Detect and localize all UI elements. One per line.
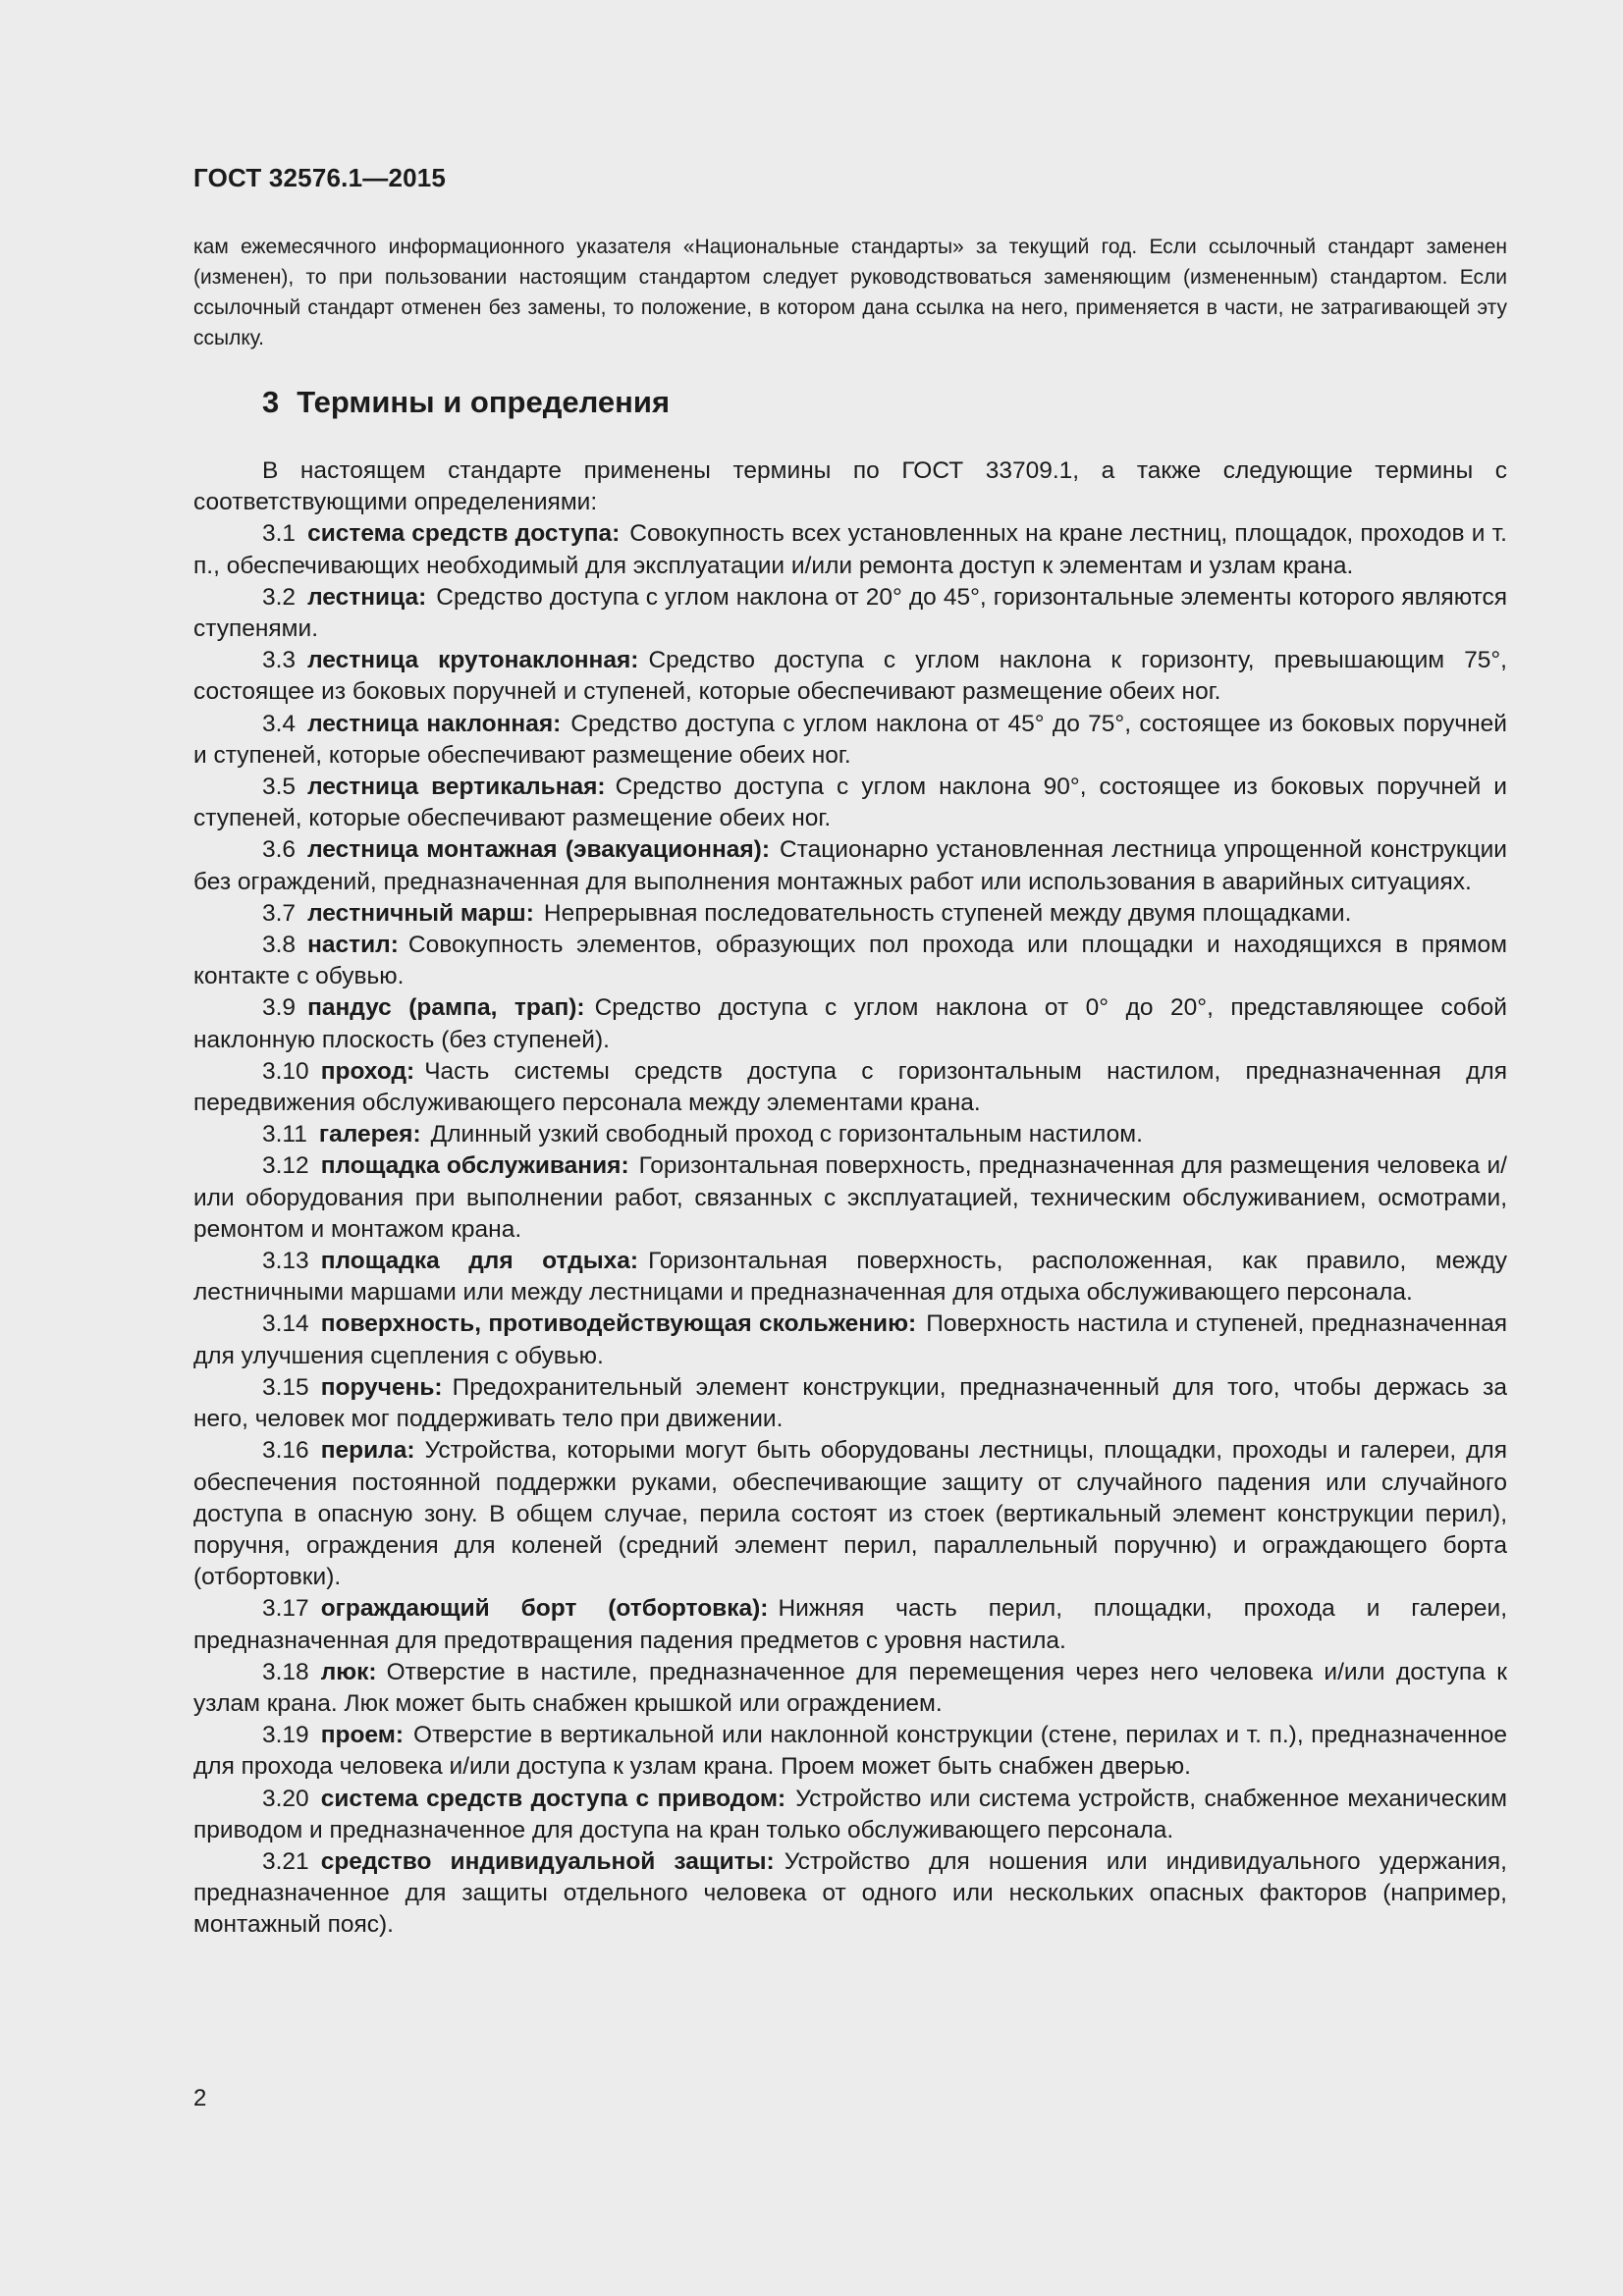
term-number: 3.2 bbox=[262, 583, 297, 611]
term-number: 3.16 bbox=[262, 1437, 309, 1465]
term-name: лестничный марш: bbox=[307, 899, 534, 927]
term-name: галерея: bbox=[318, 1121, 421, 1148]
term-number: 3.18 bbox=[262, 1658, 309, 1685]
term-entry bbox=[193, 992, 1507, 1055]
term-number: 3.10 bbox=[262, 1057, 309, 1085]
term-entry bbox=[193, 1372, 1507, 1435]
term-definition: Предохранительный элемент конструкции, предназначенный для того, чтобы держась за него, человек мог поддерживать тело при движении. bbox=[193, 1373, 1507, 1433]
term-name: лестница наклонная: bbox=[307, 710, 562, 737]
term-number: 3.6 bbox=[262, 836, 297, 864]
term-number: 3.20 bbox=[262, 1785, 309, 1812]
term-name: ограждающий борт (отбортовка): bbox=[320, 1595, 769, 1623]
term-name: поручень: bbox=[320, 1373, 443, 1401]
term-definition: Совокупность всех установленных на кране лестниц, площадок, проходов и т. п., обеспечивающих необходимый для эксплуатации и/или ремонта доступ к элементам и узлам крана. bbox=[193, 520, 1507, 579]
term-definition: Средство доступа с углом наклона от 0° до 20°, представляющее собой наклонную плоскость (без ступеней). bbox=[193, 994, 1507, 1053]
term-number: 3.17 bbox=[262, 1595, 309, 1623]
term-definition: Горизонтальная поверхность, расположенная, как правило, между лестничными маршами или между лестницами и предназначенная для отдыха обслуживающего персонала. bbox=[193, 1248, 1507, 1307]
term-number: 3.7 bbox=[262, 899, 297, 927]
term-name: система средств доступа с приводом: bbox=[320, 1785, 786, 1812]
term-entry bbox=[193, 1435, 1507, 1593]
term-name: средство индивидуальной защиты: bbox=[320, 1847, 775, 1875]
section-title: Термины и определения bbox=[297, 385, 671, 419]
term-number: 3.15 bbox=[262, 1373, 309, 1401]
term-number: 3.12 bbox=[262, 1152, 309, 1180]
term-entry bbox=[193, 1150, 1507, 1246]
term-definition: Горизонтальная поверхность, предназначенная для размещения человека и/или оборудования при выполнении работ, связанных с эксплуатацией, техническим обслуживанием, осмотрами, ремонтом и монтажом крана. bbox=[193, 1152, 1507, 1243]
term-entry bbox=[193, 1119, 1507, 1150]
page-number: 2 bbox=[193, 2085, 207, 2111]
term-definition: Нижняя часть перил, площадки, прохода и галереи, предназначенная для предотвращения падения предметов с уровня настила. bbox=[193, 1595, 1507, 1654]
term-number: 3.13 bbox=[262, 1248, 309, 1275]
term-entry bbox=[193, 645, 1507, 708]
term-number: 3.3 bbox=[262, 647, 297, 674]
term-number: 3.21 bbox=[262, 1847, 309, 1875]
term-number: 3.11 bbox=[262, 1121, 307, 1148]
term-number: 3.4 bbox=[262, 710, 297, 737]
term-entry bbox=[193, 834, 1507, 897]
term-entry bbox=[193, 772, 1507, 834]
intro-paragraph: кам ежемесячного информационного указателя «Национальные стандарты» за текущий год. Если ссылочный стандарт заменен (изменен), то при пользовании настоящим стандартом следует руководствоваться заменяющим (измененным) стандартом. Если ссылочный стандарт отменен без замены, то положение, в котором дана ссылка на него, применяется в части, не затрагивающей эту ссылку. bbox=[193, 236, 1507, 349]
term-definition: Средство доступа с углом наклона к горизонту, превышающим 75°, состоящее из боковых поручней и ступеней, которые обеспечивают размещение обеих ног. bbox=[193, 647, 1507, 706]
term-definition: Стационарно установленная лестница упрощенной конструкции без ограждений, предназначенная для выполнения монтажных работ или использования в аварийных ситуациях. bbox=[193, 836, 1507, 895]
term-definition: Отверстие в вертикальной или наклонной конструкции (стене, перилах и т. п.), предназначенное для прохода человека и/или доступа к узлам крана. Проем может быть снабжен дверью. bbox=[193, 1722, 1507, 1781]
term-number: 3.9 bbox=[262, 994, 297, 1022]
term-entry bbox=[193, 709, 1507, 772]
term-name: проем: bbox=[320, 1722, 405, 1749]
term-name: настил: bbox=[307, 932, 399, 959]
terms-body bbox=[193, 455, 1507, 1942]
term-name: лестница: bbox=[307, 583, 427, 611]
term-entry bbox=[193, 1657, 1507, 1720]
term-entry bbox=[193, 582, 1507, 645]
term-definition: Непрерывная последовательность ступеней между двумя площадками. bbox=[543, 899, 1352, 927]
term-entry bbox=[193, 1246, 1507, 1308]
term-entry bbox=[193, 898, 1507, 930]
term-number: 3.5 bbox=[262, 774, 297, 801]
term-number: 3.19 bbox=[262, 1722, 309, 1749]
term-name: площадка для отдыха: bbox=[320, 1248, 639, 1275]
term-name: пандус (рампа, трап): bbox=[307, 994, 585, 1022]
term-definition: Совокупность элементов, образующих пол прохода или площадки и находящихся в прямом контакте с обувью. bbox=[193, 932, 1507, 990]
term-name: площадка обслуживания: bbox=[320, 1152, 629, 1180]
term-number: 3.1 bbox=[262, 520, 297, 548]
term-entry bbox=[193, 1308, 1507, 1371]
term-definition: Устройство для ношения или индивидуального удержания, предназначенное для защиты отдельного человека от одного или нескольких опасных факторов (например, монтажный пояс). bbox=[193, 1847, 1507, 1939]
term-entry bbox=[193, 930, 1507, 992]
term-definition: Длинный узкий свободный проход с горизонтальным настилом. bbox=[430, 1121, 1143, 1148]
term-number: 3.8 bbox=[262, 932, 297, 959]
term-name: лестница крутонаклонная: bbox=[307, 647, 639, 674]
term-definition: Устройство или система устройств, снабженное механическим приводом и предназначенное для доступа на кран только обслуживающего персонала. bbox=[193, 1785, 1508, 1843]
term-number: 3.14 bbox=[262, 1310, 309, 1338]
term-definition: Отверстие в настиле, предназначенное для перемещения через него человека и/или доступа к узлам крана. Люк может быть снабжен крышкой или ограждением. bbox=[193, 1658, 1507, 1717]
term-name: лестница вертикальная: bbox=[307, 774, 606, 801]
term-definition: Часть системы средств доступа с горизонтальным настилом, предназначенная для передвижения обслуживающего персонала между элементами крана. bbox=[193, 1057, 1507, 1117]
term-entry bbox=[193, 1056, 1507, 1119]
term-name: система средств доступа: bbox=[307, 520, 621, 548]
lead-paragraph: В настоящем стандарте применены термины по ГОСТ 33709.1, а также следующие термины с соответствующими определениями: bbox=[193, 457, 1507, 516]
term-entry bbox=[193, 1846, 1507, 1942]
section-heading bbox=[262, 385, 670, 420]
term-name: лестница монтажная (эвакуационная): bbox=[307, 836, 770, 864]
term-entry bbox=[193, 1720, 1507, 1783]
term-definition: Поверхность настила и ступеней, предназначенная для улучшения сцепления с обувью. bbox=[193, 1310, 1507, 1369]
term-name: люк: bbox=[320, 1658, 377, 1685]
term-definition: Средство доступа с углом наклона от 20° до 45°, горизонтальные элементы которого являются ступенями. bbox=[193, 583, 1507, 643]
term-entry bbox=[193, 1593, 1507, 1656]
term-entry bbox=[193, 518, 1507, 581]
term-entry bbox=[193, 1784, 1507, 1846]
document-header: ГОСТ 32576.1—2015 bbox=[193, 163, 447, 192]
term-name: перила: bbox=[320, 1437, 415, 1465]
section-number: 3 bbox=[262, 385, 280, 419]
term-definition: Средство доступа с углом наклона 90°, состоящее из боковых поручней и ступеней, которые обеспечивают размещение обеих ног. bbox=[193, 774, 1507, 832]
term-name: поверхность, противодействующая скольжению: bbox=[320, 1310, 917, 1338]
term-definition: Средство доступа с углом наклона от 45° до 75°, состоящее из боковых поручней и ступеней, которые обеспечивают размещение обеих ног. bbox=[193, 710, 1507, 769]
term-name: проход: bbox=[320, 1057, 415, 1085]
term-definition: Устройства, которыми могут быть оборудованы лестницы, площадки, проходы и галереи, для обеспечения постоянной поддержки руками, обеспечивающие защиту от случайного падения или случайного доступа в опасную зону. В общем случае, перила состоят из стоек (вертикальный элемент конструкции перил), поручня, ограждения для коленей (средний элемент перил, параллельный поручню) и ограждающего борта (отбортовки). bbox=[193, 1437, 1507, 1591]
